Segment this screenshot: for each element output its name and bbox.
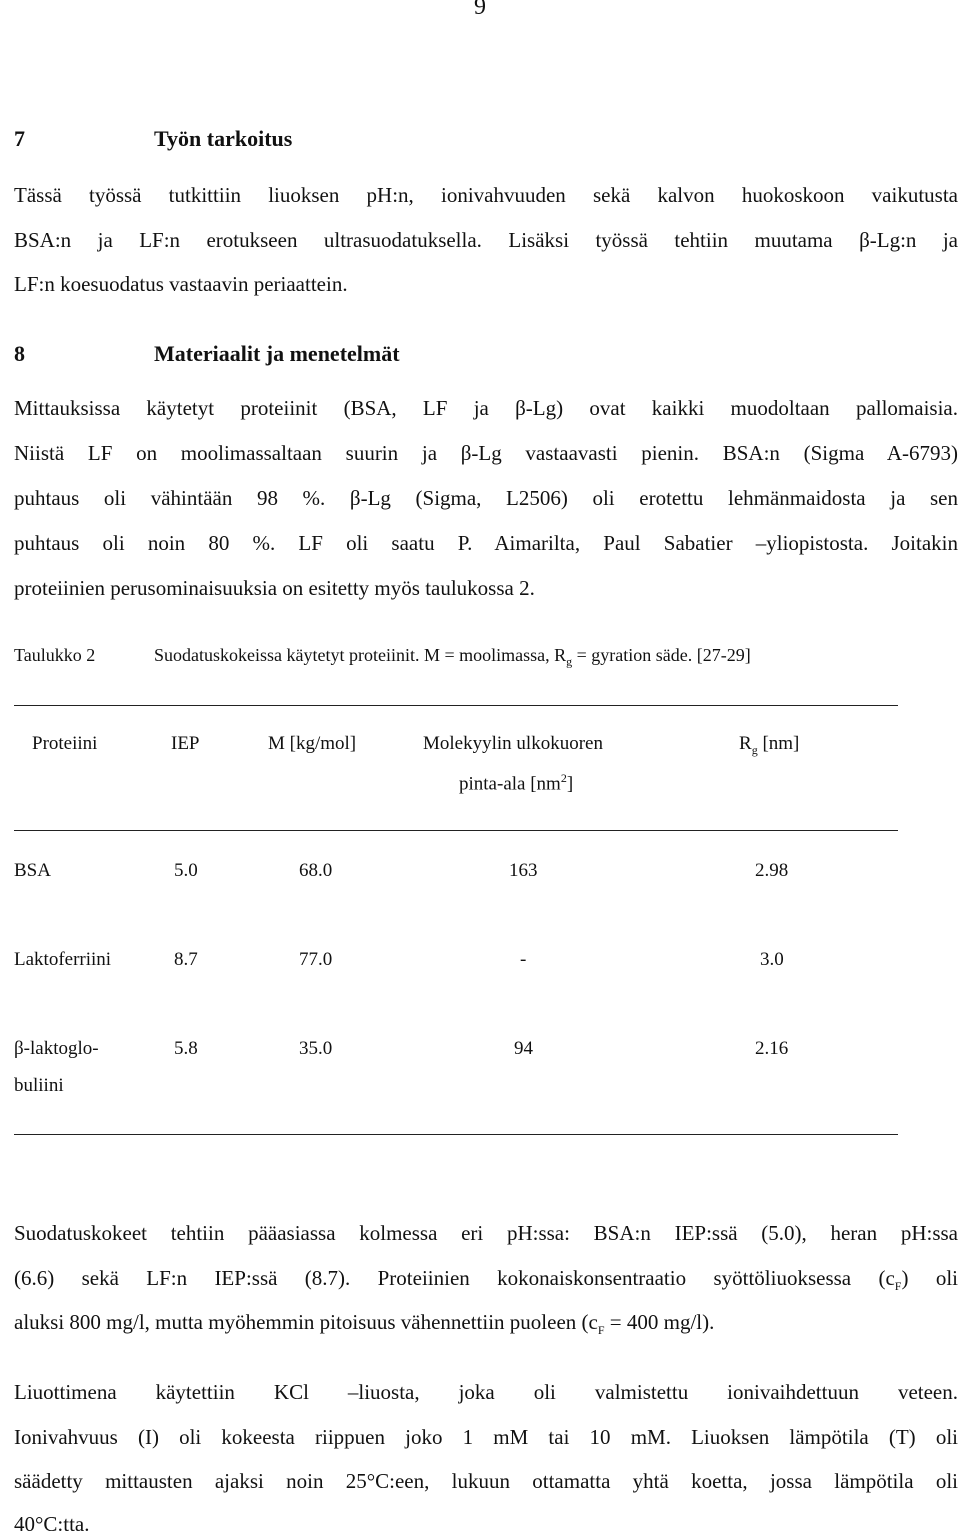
para-1-line-3: aluksi 800 mg/l, mutta myöhemmin pitoisuus vähennettiin puoleen ($c_F = 400$ mg/l). <box>14 1310 715 1338</box>
row-blg-iep: 5.8 <box>174 1038 198 1059</box>
table-top-rule <box>14 705 898 706</box>
header-m: M [kg/mol] <box>268 733 357 754</box>
para-2-line-2: Ionivahvuus (I) oli kokeesta riippuen joko 1 mM tai 10 mM. Liuoksen lämpötila (T) oli <box>14 1425 958 1449</box>
header-area-line1: Molekyylin ulkokuoren <box>423 733 603 754</box>
row-blg-area: 94 <box>514 1038 533 1059</box>
header-rg: $R_g$ [nm] <box>739 733 800 757</box>
section-8-line-2: Niistä LF on moolimassaltaan suurin ja β-Lg vastaavasti pienin. BSA:n (Sigma A-6793) <box>14 441 958 465</box>
row-lf-area: - <box>520 949 527 970</box>
row-blg-rg: 2.16 <box>755 1038 789 1059</box>
section-8-line-1: Mittauksissa käytetyt proteiinit (BSA, LF ja β-Lg) ovat kaikki muodoltaan pallomaisia. <box>14 396 958 420</box>
row-bsa-area: 163 <box>509 860 538 881</box>
table-bottom-rule <box>14 1134 898 1135</box>
section-7-line-3: LF:n koesuodatus vastaavin periaattein. <box>14 272 348 296</box>
para-1-line-1: Suodatuskokeet tehtiin pääasiassa kolmessa eri pH:ssa: BSA:n IEP:ssä (5.0), heran pH:ssa <box>14 1221 958 1245</box>
row-bsa-iep: 5.0 <box>174 860 198 881</box>
row-blg-name-line1: β-laktoglo- <box>14 1038 99 1059</box>
table-label: Taulukko 2 <box>14 645 96 665</box>
section-8-title: Materiaalit ja menetelmät <box>154 341 400 366</box>
row-bsa-m: 68.0 <box>299 860 333 881</box>
row-lf-rg: 3.0 <box>760 949 784 970</box>
row-lf-iep: 8.7 <box>174 949 198 970</box>
section-8-line-3: puhtaus oli vähintään 98 %. β-Lg (Sigma, L2506) oli erotettu lehmänmaidosta ja sen <box>14 486 958 510</box>
para-2-line-3: säädetty mittausten ajaksi noin 25°C:een, lukuun ottamatta yhtä koetta, jossa lämpötila oli <box>14 1469 958 1493</box>
section-7-line-1: Tässä työssä tutkittiin liuoksen pH:n, ionivahvuuden sekä kalvon huokoskoon vaikutusta <box>14 183 958 207</box>
row-lf-m: 77.0 <box>299 949 333 970</box>
row-blg-name-line2: buliini <box>14 1075 64 1096</box>
row-bsa-rg: 2.98 <box>755 860 789 881</box>
section-7-line-2: BSA:n ja LF:n erotukseen ultrasuodatuksella. Lisäksi työssä tehtiin muutama β-Lg:n ja <box>14 228 958 252</box>
para-2-line-1: Liuottimena käytettiin KCl –liuosta, joka oli valmistettu ionivaihdettuun veteen. <box>14 1380 958 1404</box>
page-number: 9 <box>474 0 486 20</box>
row-blg-m: 35.0 <box>299 1038 333 1059</box>
table-header-rule <box>14 830 898 831</box>
para-1-line-2: (6.6) sekä LF:n IEP:ssä (8.7). Proteiinien kokonaiskonsentraatio syöttöliuoksessa $(c_F)$ oli <box>14 1266 958 1294</box>
table-caption: Suodatuskokeissa käytetyt proteiinit. M = moolimassa, $R_g$ = gyration säde. [27-29] <box>154 645 751 669</box>
section-8-number: 8 <box>14 341 25 366</box>
header-iep: IEP <box>171 733 200 754</box>
section-7-number: 7 <box>14 126 25 151</box>
header-area-line2: pinta-ala $[nm^2]$ <box>459 771 574 795</box>
para-2-line-4: 40°C:tta. <box>14 1512 90 1536</box>
section-8-line-5: proteiinien perusominaisuuksia on esitetty myös taulukossa 2. <box>14 576 535 600</box>
section-8-line-4: puhtaus oli noin 80 %. LF oli saatu P. Aimarilta, Paul Sabatier –yliopistosta. Joitakin <box>14 531 958 555</box>
header-proteiini: Proteiini <box>32 733 98 754</box>
row-bsa-name: BSA <box>14 860 51 881</box>
row-lf-name: Laktoferriini <box>14 949 112 970</box>
section-7-title: Työn tarkoitus <box>154 126 293 151</box>
